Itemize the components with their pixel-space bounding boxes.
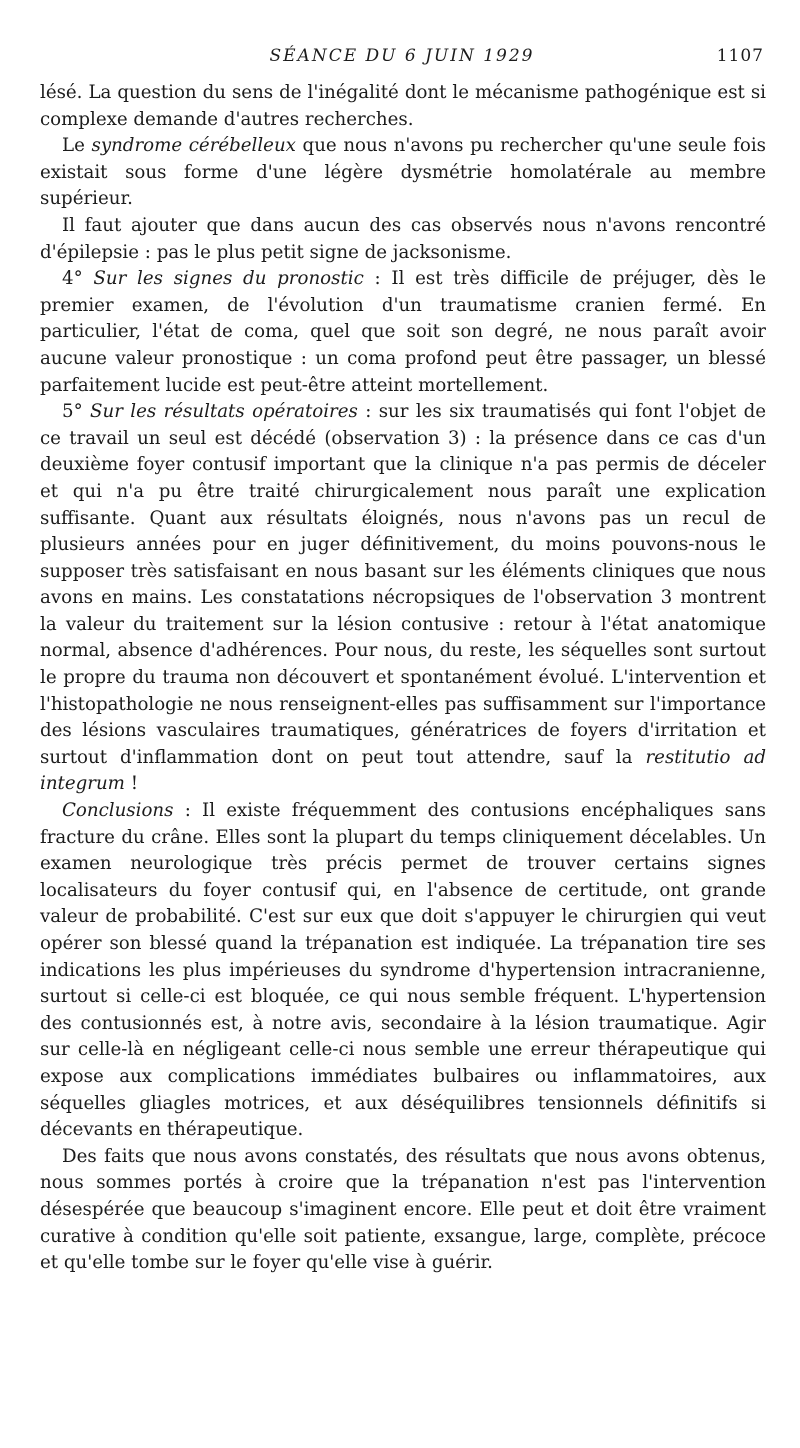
paragraph-text: que nous n'avons pu rechercher qu'une seule fois existait sous forme d'une légère dysmétrie homolatérale au membre supérieur. [40,135,766,210]
paragraph-suffix: ! [124,773,138,795]
section-number: 5° [62,401,91,423]
page-number: 1107 [716,46,764,66]
section-heading: Sur les résultats opératoires [90,401,358,423]
paragraph-conclusions [40,798,766,1144]
paragraph-continuation [40,80,766,133]
paragraph-text: Des faits que nous avons constatés, des résultats que nous avons obtenus, nous sommes portés à croire que la trépanation n'est pas l'intervention désespérée que beaucoup s'imaginent encore. Elle peut et doit être vraiment curative à condition qu'elle soit patiente, exsangue, large, complète, précoce et qu'elle tombe sur le foyer qu'elle vise à guérir. [40,1145,766,1274]
paragraph-cerebellar-syndrome [40,133,766,213]
paragraph-final [40,1144,766,1277]
body-text [40,80,766,1277]
paragraph-epilepsy [40,213,766,266]
paragraph-prefix: Le [62,135,92,157]
paragraph-text: : Il est très difficile de préjuger, dès le premier examen, de l'évolution d'un traumatisme cranien fermé. En particulier, l'état de coma, quel que soit son degré, ne nous paraît avoir aucune valeur pronostique : un coma profond peut être passager, un blessé parfaitement lucide est peut-être atteint mortellement. [40,268,766,396]
paragraph-text: lésé. La question du sens de l'inégalité dont le mécanisme pathogénique est si complexe demande d'autres recherches. [40,82,766,130]
latin-phrase: restitutio ad integrum [40,746,766,795]
paragraph-text: : Il existe fréquemment des contusions encéphaliques sans fracture du crâne. Elles sont la plupart du temps cliniquement décelables. Un examen neurologique très précis permet de trouver certains signes localisateurs du foyer contusif qui, en l'absence de certitude, ont grande valeur de probabilité. C'est sur eux que doit s'appuyer le chirurgien qui veut opérer son blessé quand la trépanation est indiquée. La trépanation tire ses indications les plus impérieuses du syndrome d'hypertension intracranienne, surtout si celle-ci est bloquée, ce qui nous semble fréquent. L'hypertension des contusionnés est, à notre avis, secondaire à la lésion traumatique. Agir sur celle-là en négligeant celle-ci nous semble une erreur thérapeutique qui expose aux complications immédiates bulbaires ou inflammatoires, aux séquelles gliagles motrices, et aux déséquilibres tensionnels définitifs si décevants en thérapeutique. [40,800,766,1141]
paragraph-text: Il faut ajouter que dans aucun des cas observés nous n'avons rencontré d'épilepsie : pas le plus petit signe de jacksonisme. [40,214,766,263]
section-number: 4° [62,268,94,290]
paragraph-text: : sur les six traumatisés qui font l'objet de ce travail un seul est décédé (observation 3) : la présence dans ce cas d'un deuxième foyer contusif important que la clinique n'a pas permis de déceler et qui n'a pu être traité chirurgicalement nous paraît une explication suffisante. Quant aux résultats éloignés, nous n'avons pas un recul de plusieurs années pour en juger définitivement, du moins pouvons-nous le supposer très satisfaisant en nous basant sur les éléments cliniques que nous avons en mains. Les constatations nécropsiques de l'observation 3 montrent la valeur du traitement sur la lésion contusive : retour à l'état anatomique normal, absence d'adhérences. Pour nous, du reste, les séquelles sont surtout le propre du trauma non découvert et spontanément évolué. L'intervention et l'histopathologie ne nous renseignent-elles pas suffisamment sur l'importance des lésions vasculaires traumatiques, génératrices de foyers d'irritation et surtout d'inflammation dont on peut tout attendre, sauf la [40,401,766,768]
section-heading: Sur les signes du pronostic [93,268,364,290]
section-heading: Conclusions [62,800,174,822]
italic-term: syndrome cérébelleux [91,135,296,157]
running-header [40,44,764,74]
paragraph-operative-results [40,399,766,798]
paragraph-prognosis [40,266,766,399]
running-title: SÉANCE DU 6 JUIN 1929 [269,46,535,66]
